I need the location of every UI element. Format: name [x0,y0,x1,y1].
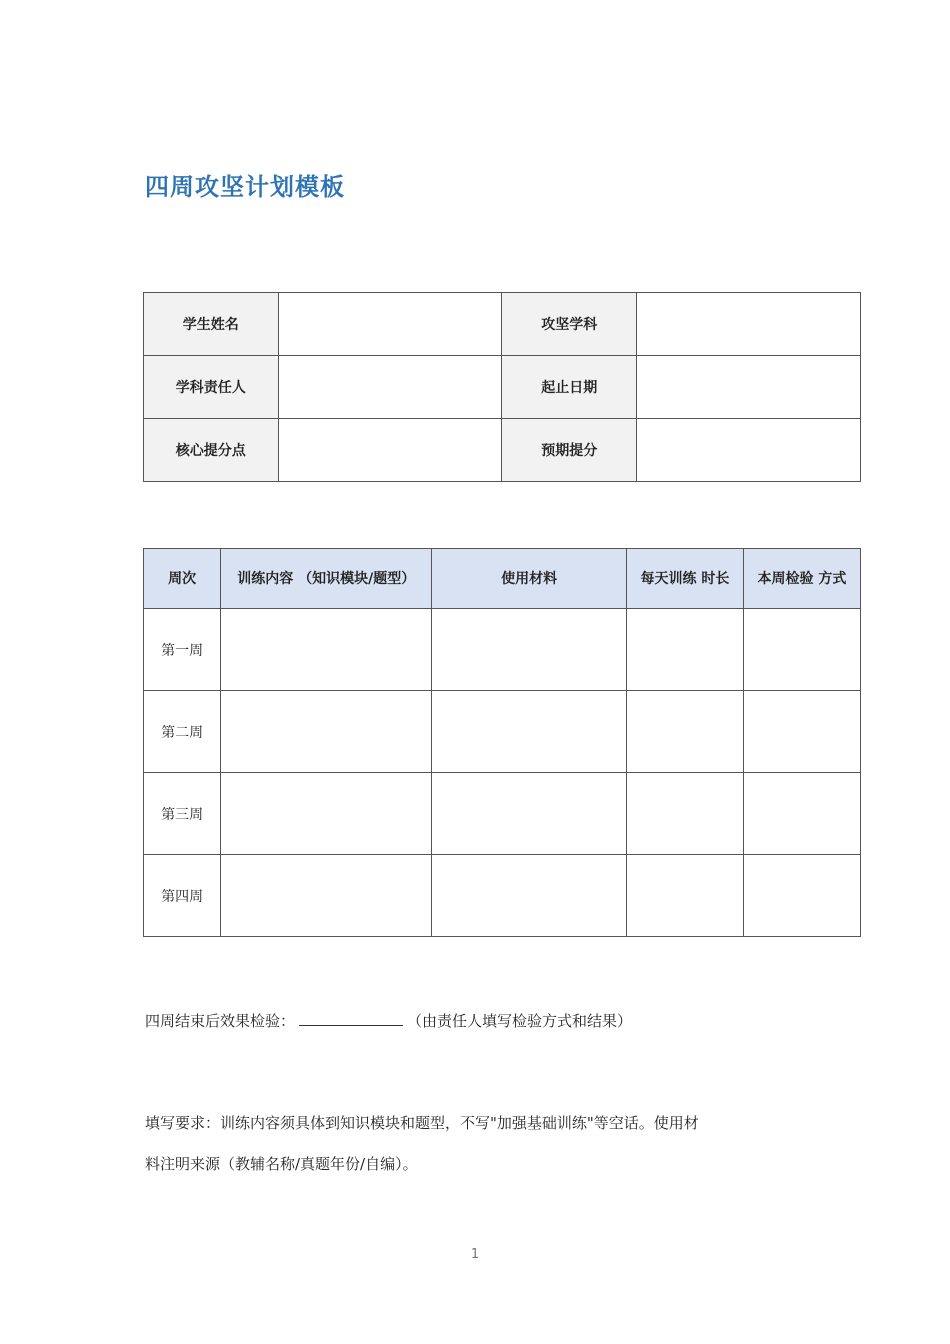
requirements-line-2: 料注明来源（教辅名称/真题年份/自编）。 [145,1155,418,1173]
subject-label: 攻坚学科 [502,293,637,356]
plan-table [143,548,861,937]
content-cell[interactable] [221,609,432,691]
owner-label: 学科责任人 [144,356,279,419]
header-content: 训练内容 （知识模块/题型） [221,549,432,609]
table-row [144,691,861,773]
expected-field[interactable] [637,419,861,482]
check-cell[interactable] [743,773,860,855]
materials-cell[interactable] [432,609,627,691]
date-field[interactable] [637,356,861,419]
effect-check-note: （由责任人填写检验方式和结果） [407,1012,633,1030]
subject-field[interactable] [637,293,861,356]
materials-cell[interactable] [432,855,627,937]
week-label: 第四周 [144,855,221,937]
header-week: 周次 [144,549,221,609]
page-number: 1 [470,1247,480,1262]
date-label: 起止日期 [502,356,637,419]
duration-cell[interactable] [626,691,743,773]
effect-check-line [145,1010,632,1031]
week-label: 第二周 [144,691,221,773]
header-materials: 使用材料 [432,549,627,609]
core-points-label: 核心提分点 [144,419,279,482]
duration-cell[interactable] [626,855,743,937]
week-label: 第一周 [144,609,221,691]
duration-cell[interactable] [626,609,743,691]
requirements-line-1: 填写要求：训练内容须具体到知识模块和题型，不写"加强基础训练"等空话。使用材 [145,1114,699,1132]
duration-cell[interactable] [626,773,743,855]
core-points-field[interactable] [278,419,502,482]
content-cell[interactable] [221,691,432,773]
check-cell[interactable] [743,609,860,691]
header-duration: 每天训练 时长 [626,549,743,609]
plan-header-row [144,549,861,609]
effect-check-label: 四周结束后效果检验： [145,1012,296,1030]
table-row [144,855,861,937]
owner-field[interactable] [278,356,502,419]
materials-cell[interactable] [432,773,627,855]
materials-cell[interactable] [432,691,627,773]
student-name-field[interactable] [278,293,502,356]
student-name-label: 学生姓名 [144,293,279,356]
content-cell[interactable] [221,773,432,855]
content-cell[interactable] [221,855,432,937]
expected-label: 预期提分 [502,419,637,482]
info-table [143,292,861,482]
table-row [144,773,861,855]
header-check: 本周检验 方式 [743,549,860,609]
check-cell[interactable] [743,855,860,937]
week-label: 第三周 [144,773,221,855]
page-title: 四周攻坚计划模板 [145,173,345,201]
check-cell[interactable] [743,691,860,773]
effect-check-blank[interactable] [299,1011,403,1026]
table-row [144,609,861,691]
